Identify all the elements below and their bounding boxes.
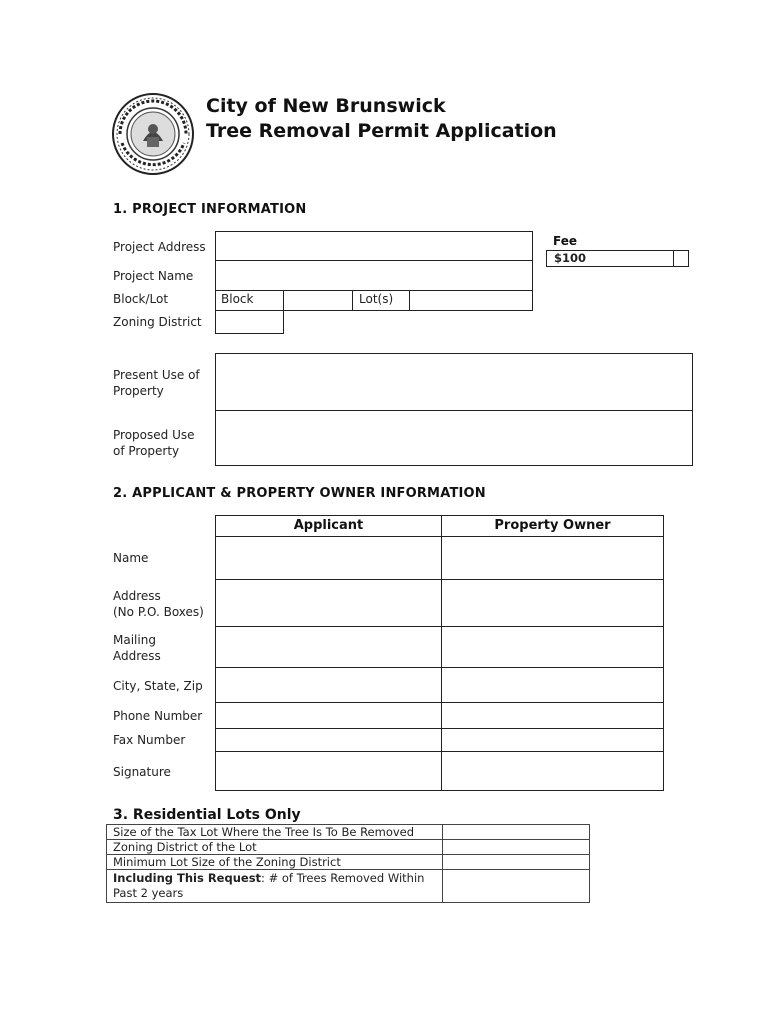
trees-removed-label [107,870,443,903]
zoning-district-label: Zoning District [113,315,202,329]
block-label: Block [221,292,254,306]
mailing-address-label: Address [113,649,161,663]
city-seal-logo [112,93,194,175]
trees-removed-bold: Including This Request [113,871,262,885]
project-name-field[interactable] [215,260,533,291]
trees-removed-field[interactable] [443,870,590,903]
proposed-use-field[interactable] [215,410,693,466]
residential-lots-table [106,824,590,903]
signature-label: Signature [113,765,171,779]
block-cell [215,290,284,311]
fax-label: Fax Number [113,733,186,747]
owner-phone-field[interactable] [441,702,664,729]
lots-label: Lot(s) [359,292,394,306]
present-use-field[interactable] [215,353,693,411]
form-title: Tree Removal Permit Application [206,120,557,142]
applicant-signature-field[interactable] [215,751,442,791]
applicant-header-cell [215,515,442,537]
applicant-fax-field[interactable] [215,728,442,752]
min-lot-size-label: Minimum Lot Size of the Zoning District [107,855,443,870]
applicant-phone-field[interactable] [215,702,442,729]
owner-name-field[interactable] [441,536,664,580]
min-lot-size-field[interactable] [443,855,590,870]
mailing-label: Mailing [113,633,156,647]
applicant-name-field[interactable] [215,536,442,580]
proposed-use-label: Proposed Use of Property [113,428,195,458]
section3-heading: 3. Residential Lots Only [113,807,301,823]
zoning-district-field[interactable] [215,310,284,334]
owner-header-cell [441,515,664,537]
fee-value-cell [546,250,674,267]
trees-removed-rest: : # of Trees Removed Within Past 2 years [113,871,425,900]
project-address-label: Project Address [113,240,206,254]
tax-lot-size-label: Size of the Tax Lot Where the Tree Is To Be Removed [107,825,443,840]
project-name-label: Project Name [113,269,194,283]
city-state-zip-label: City, State, Zip [113,679,203,693]
owner-signature-field[interactable] [441,751,664,791]
project-address-field[interactable] [215,231,533,261]
section2-heading: 2. APPLICANT & PROPERTY OWNER INFORMATION [113,486,486,501]
lots-field[interactable] [409,290,533,311]
address-label: Address [113,589,161,603]
owner-column-header: Property Owner [494,518,611,533]
city-title: City of New Brunswick [206,95,446,117]
block-field[interactable] [283,290,353,311]
table-row [107,870,590,903]
section1-heading: 1. PROJECT INFORMATION [113,202,307,217]
applicant-city-field[interactable] [215,667,442,703]
fee-value: $100 [554,251,587,265]
table-row [107,825,590,840]
block-lot-label: Block/Lot [113,292,169,306]
name-label: Name [113,551,149,565]
applicant-mailing-field[interactable] [215,626,442,668]
owner-mailing-field[interactable] [441,626,664,668]
applicant-address-field[interactable] [215,579,442,627]
owner-fax-field[interactable] [441,728,664,752]
lot-zoning-field[interactable] [443,840,590,855]
present-use-label: Present Use of Property [113,368,200,398]
owner-address-field[interactable] [441,579,664,627]
address-note-label: (No P.O. Boxes) [113,605,204,619]
fee-check-field[interactable] [673,250,689,267]
tax-lot-size-field[interactable] [443,825,590,840]
lot-zoning-label: Zoning District of the Lot [107,840,443,855]
phone-label: Phone Number [113,709,203,723]
fee-label: Fee [553,234,577,248]
table-row [107,840,590,855]
table-row [107,855,590,870]
applicant-column-header: Applicant [293,518,364,533]
owner-city-field[interactable] [441,667,664,703]
seal-icon [112,93,194,175]
lots-cell [352,290,410,311]
